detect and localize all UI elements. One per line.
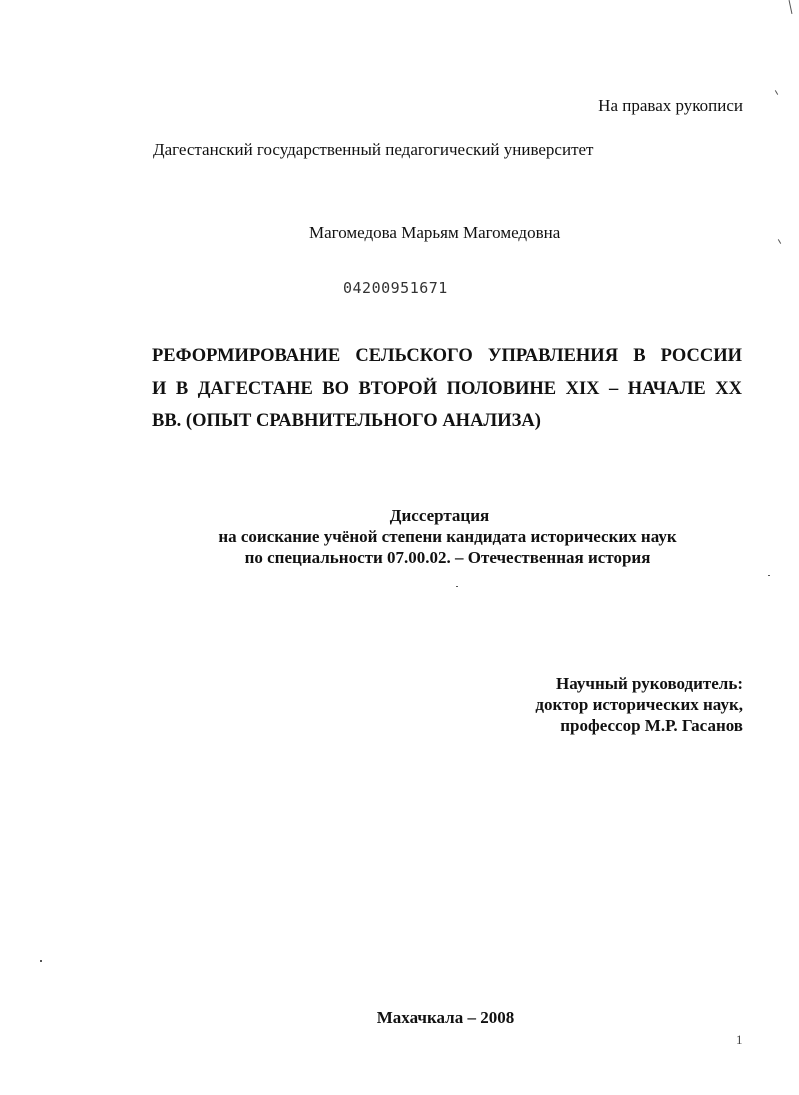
scan-mark bbox=[768, 575, 770, 576]
degree-line: на соискание учёной степени кандидата исторических наук bbox=[218, 527, 677, 546]
scan-mark bbox=[456, 586, 458, 587]
supervisor-name: профессор М.Р. Гасанов bbox=[560, 716, 743, 735]
city-year: Махачкала – 2008 bbox=[376, 1008, 515, 1027]
title-line: И В ДАГЕСТАНЕ ВО ВТОРОЙ ПОЛОВИНЕ XIX – НАЧАЛЕ XX bbox=[152, 379, 742, 399]
specialty-line: по специальности 07.00.02. – Отечественная история bbox=[244, 548, 651, 567]
supervisor-degree: доктор исторических наук, bbox=[535, 695, 743, 714]
page-mark: 1 bbox=[736, 1032, 743, 1047]
scan-mark bbox=[40, 960, 42, 962]
scan-mark bbox=[778, 239, 781, 244]
manuscript-rights-note: На правах рукописи bbox=[598, 96, 743, 115]
scan-mark bbox=[789, 0, 793, 14]
title-line: ВВ. (ОПЫТ СРАВНИТЕЛЬНОГО АНАЛИЗА) bbox=[152, 411, 541, 431]
registry-number-stamp: 04200951671 bbox=[343, 279, 448, 297]
dissertation-heading: Диссертация bbox=[389, 506, 490, 525]
university-name: Дагестанский государственный педагогический университет bbox=[153, 140, 594, 159]
scan-mark bbox=[775, 90, 778, 95]
supervisor-label: Научный руководитель: bbox=[556, 674, 743, 693]
author-name: Магомедова Марьям Магомедовна bbox=[309, 223, 561, 242]
title-line: РЕФОРМИРОВАНИЕ СЕЛЬСКОГО УПРАВЛЕНИЯ В РОССИИ bbox=[152, 346, 742, 366]
